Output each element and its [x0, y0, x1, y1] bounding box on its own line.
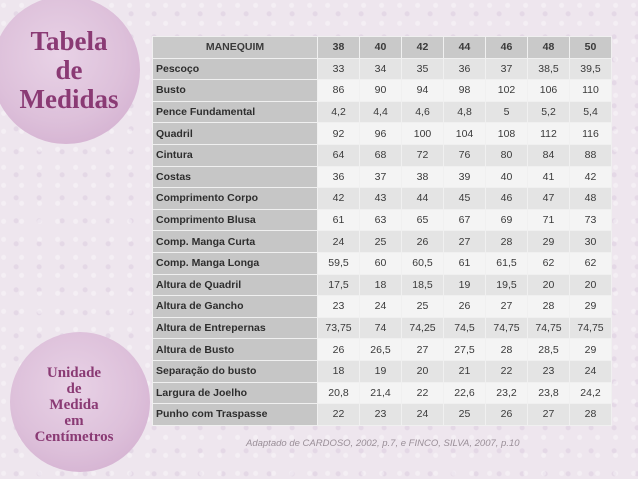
- table-cell: 62: [528, 252, 570, 274]
- table-body: [153, 58, 612, 425]
- table-cell: 29: [528, 231, 570, 253]
- table-cell: 21: [444, 360, 486, 382]
- table-cell: 74,75: [486, 317, 528, 339]
- table-row: [153, 231, 612, 253]
- table-cell: 108: [486, 123, 528, 145]
- row-label: Largura de Joelho: [153, 382, 318, 404]
- table-cell: 88: [570, 144, 612, 166]
- table-row: [153, 209, 612, 231]
- table-row: [153, 360, 612, 382]
- table-cell: 24: [318, 231, 360, 253]
- table-cell: 46: [486, 188, 528, 210]
- table-row: [153, 339, 612, 361]
- row-label: Comp. Manga Longa: [153, 252, 318, 274]
- row-label: Punho com Traspasse: [153, 404, 318, 426]
- table-cell: 27: [528, 404, 570, 426]
- table-cell: 72: [402, 144, 444, 166]
- table-cell: 27: [402, 339, 444, 361]
- table-cell: 47: [528, 188, 570, 210]
- table-row: [153, 166, 612, 188]
- table-cell: 110: [570, 80, 612, 102]
- table-cell: 38,5: [528, 58, 570, 80]
- table-cell: 33: [318, 58, 360, 80]
- table-cell: 36: [444, 58, 486, 80]
- table-cell: 74,75: [528, 317, 570, 339]
- table-cell: 22: [318, 404, 360, 426]
- table-cell: 35: [402, 58, 444, 80]
- table-cell: 61: [318, 209, 360, 231]
- table-cell: 20: [528, 274, 570, 296]
- table-cell: 74,75: [570, 317, 612, 339]
- table-header-row: [153, 37, 612, 59]
- table-cell: 4,2: [318, 101, 360, 123]
- table-cell: 28: [486, 339, 528, 361]
- row-label: Cintura: [153, 144, 318, 166]
- row-label: Pence Fundamental: [153, 101, 318, 123]
- title-circle: [0, 0, 140, 144]
- row-label: Quadril: [153, 123, 318, 145]
- table-cell: 27: [444, 231, 486, 253]
- table-cell: 59,5: [318, 252, 360, 274]
- table-cell: 106: [528, 80, 570, 102]
- table-cell: 22: [402, 382, 444, 404]
- table-cell: 73,75: [318, 317, 360, 339]
- table-row: [153, 382, 612, 404]
- table-cell: 48: [570, 188, 612, 210]
- table-cell: 26: [486, 404, 528, 426]
- table-cell: 23: [528, 360, 570, 382]
- table-cell: 26: [402, 231, 444, 253]
- table-cell: 24: [360, 296, 402, 318]
- column-header-size: 44: [444, 37, 486, 59]
- table-row: [153, 317, 612, 339]
- row-label: Comprimento Corpo: [153, 188, 318, 210]
- row-label: Costas: [153, 166, 318, 188]
- table-cell: 90: [360, 80, 402, 102]
- table-cell: 28: [528, 296, 570, 318]
- table-cell: 25: [360, 231, 402, 253]
- row-label: Comprimento Blusa: [153, 209, 318, 231]
- column-header-size: 40: [360, 37, 402, 59]
- table-cell: 92: [318, 123, 360, 145]
- table-row: [153, 296, 612, 318]
- table-cell: 20: [402, 360, 444, 382]
- table-cell: 100: [402, 123, 444, 145]
- table-cell: 19: [360, 360, 402, 382]
- table-cell: 37: [486, 58, 528, 80]
- table-cell: 28: [486, 231, 528, 253]
- table-cell: 112: [528, 123, 570, 145]
- table-cell: 80: [486, 144, 528, 166]
- table-cell: 4,4: [360, 101, 402, 123]
- table-cell: 74: [360, 317, 402, 339]
- table-cell: 86: [318, 80, 360, 102]
- table-row: [153, 123, 612, 145]
- table-cell: 28,5: [528, 339, 570, 361]
- table-cell: 45: [444, 188, 486, 210]
- table-cell: 34: [360, 58, 402, 80]
- table-cell: 43: [360, 188, 402, 210]
- table-cell: 22,6: [444, 382, 486, 404]
- table-cell: 26,5: [360, 339, 402, 361]
- table-cell: 39,5: [570, 58, 612, 80]
- row-label: Separação do busto: [153, 360, 318, 382]
- slide-title: Tabela de Medidas: [19, 25, 119, 114]
- table-cell: 104: [444, 123, 486, 145]
- row-label: Altura de Gancho: [153, 296, 318, 318]
- table-cell: 20: [570, 274, 612, 296]
- table-cell: 64: [318, 144, 360, 166]
- table-cell: 60: [360, 252, 402, 274]
- table-cell: 60,5: [402, 252, 444, 274]
- table-cell: 23,2: [486, 382, 528, 404]
- table-cell: 27,5: [444, 339, 486, 361]
- table-cell: 42: [570, 166, 612, 188]
- table-cell: 84: [528, 144, 570, 166]
- table-cell: 4,8: [444, 101, 486, 123]
- table-cell: 29: [570, 296, 612, 318]
- row-label: Altura de Quadril: [153, 274, 318, 296]
- table-row: [153, 101, 612, 123]
- table-cell: 18,5: [402, 274, 444, 296]
- source-citation: Adaptado de CARDOSO, 2002, p.7, e FINCO, SILVA, 2007, p.10: [246, 438, 520, 449]
- table-cell: 26: [318, 339, 360, 361]
- table-cell: 23: [360, 404, 402, 426]
- unit-circle: [10, 332, 150, 472]
- table-cell: 18: [360, 274, 402, 296]
- table-row: [153, 274, 612, 296]
- table-cell: 94: [402, 80, 444, 102]
- table-cell: 116: [570, 123, 612, 145]
- table-cell: 98: [444, 80, 486, 102]
- table-cell: 61,5: [486, 252, 528, 274]
- table-cell: 19: [444, 274, 486, 296]
- table-cell: 29: [570, 339, 612, 361]
- table-cell: 30: [570, 231, 612, 253]
- row-label: Altura de Busto: [153, 339, 318, 361]
- table-row: [153, 58, 612, 80]
- table-cell: 42: [318, 188, 360, 210]
- table-cell: 61: [444, 252, 486, 274]
- table-cell: 68: [360, 144, 402, 166]
- table-cell: 5: [486, 101, 528, 123]
- table-cell: 73: [570, 209, 612, 231]
- column-header-size: 42: [402, 37, 444, 59]
- table-cell: 40: [486, 166, 528, 188]
- table-cell: 20,8: [318, 382, 360, 404]
- table-cell: 71: [528, 209, 570, 231]
- table-cell: 39: [444, 166, 486, 188]
- column-header-mannequin: MANEQUIM: [153, 37, 318, 59]
- column-header-size: 46: [486, 37, 528, 59]
- table-cell: 5,2: [528, 101, 570, 123]
- table-cell: 74,5: [444, 317, 486, 339]
- table-cell: 5,4: [570, 101, 612, 123]
- row-label: Altura de Entrepernas: [153, 317, 318, 339]
- table-cell: 44: [402, 188, 444, 210]
- table-cell: 18: [318, 360, 360, 382]
- table-cell: 25: [402, 296, 444, 318]
- table-cell: 23: [318, 296, 360, 318]
- table-row: [153, 144, 612, 166]
- table-row: [153, 252, 612, 274]
- unit-note: Unidade de Medida em Centímetros: [34, 365, 114, 445]
- table-cell: 4,6: [402, 101, 444, 123]
- column-header-size: 48: [528, 37, 570, 59]
- table-cell: 37: [360, 166, 402, 188]
- table-cell: 76: [444, 144, 486, 166]
- table-cell: 41: [528, 166, 570, 188]
- table-cell: 19,5: [486, 274, 528, 296]
- table-cell: 21,4: [360, 382, 402, 404]
- row-label: Comp. Manga Curta: [153, 231, 318, 253]
- table-cell: 38: [402, 166, 444, 188]
- table-cell: 23,8: [528, 382, 570, 404]
- column-header-size: 50: [570, 37, 612, 59]
- table-row: [153, 404, 612, 426]
- row-label: Busto: [153, 80, 318, 102]
- table-row: [153, 188, 612, 210]
- table-cell: 36: [318, 166, 360, 188]
- measurements-table: [152, 36, 612, 426]
- table-cell: 102: [486, 80, 528, 102]
- table-row: [153, 80, 612, 102]
- table-cell: 22: [486, 360, 528, 382]
- row-label: Pescoço: [153, 58, 318, 80]
- table-cell: 62: [570, 252, 612, 274]
- table-cell: 24: [402, 404, 444, 426]
- table-cell: 17,5: [318, 274, 360, 296]
- table-cell: 96: [360, 123, 402, 145]
- table-cell: 67: [444, 209, 486, 231]
- column-header-size: 38: [318, 37, 360, 59]
- table-cell: 24: [570, 360, 612, 382]
- table-cell: 69: [486, 209, 528, 231]
- table-cell: 25: [444, 404, 486, 426]
- table-cell: 24,2: [570, 382, 612, 404]
- table-cell: 63: [360, 209, 402, 231]
- table-cell: 27: [486, 296, 528, 318]
- table-cell: 65: [402, 209, 444, 231]
- table-cell: 26: [444, 296, 486, 318]
- table-cell: 74,25: [402, 317, 444, 339]
- table-cell: 28: [570, 404, 612, 426]
